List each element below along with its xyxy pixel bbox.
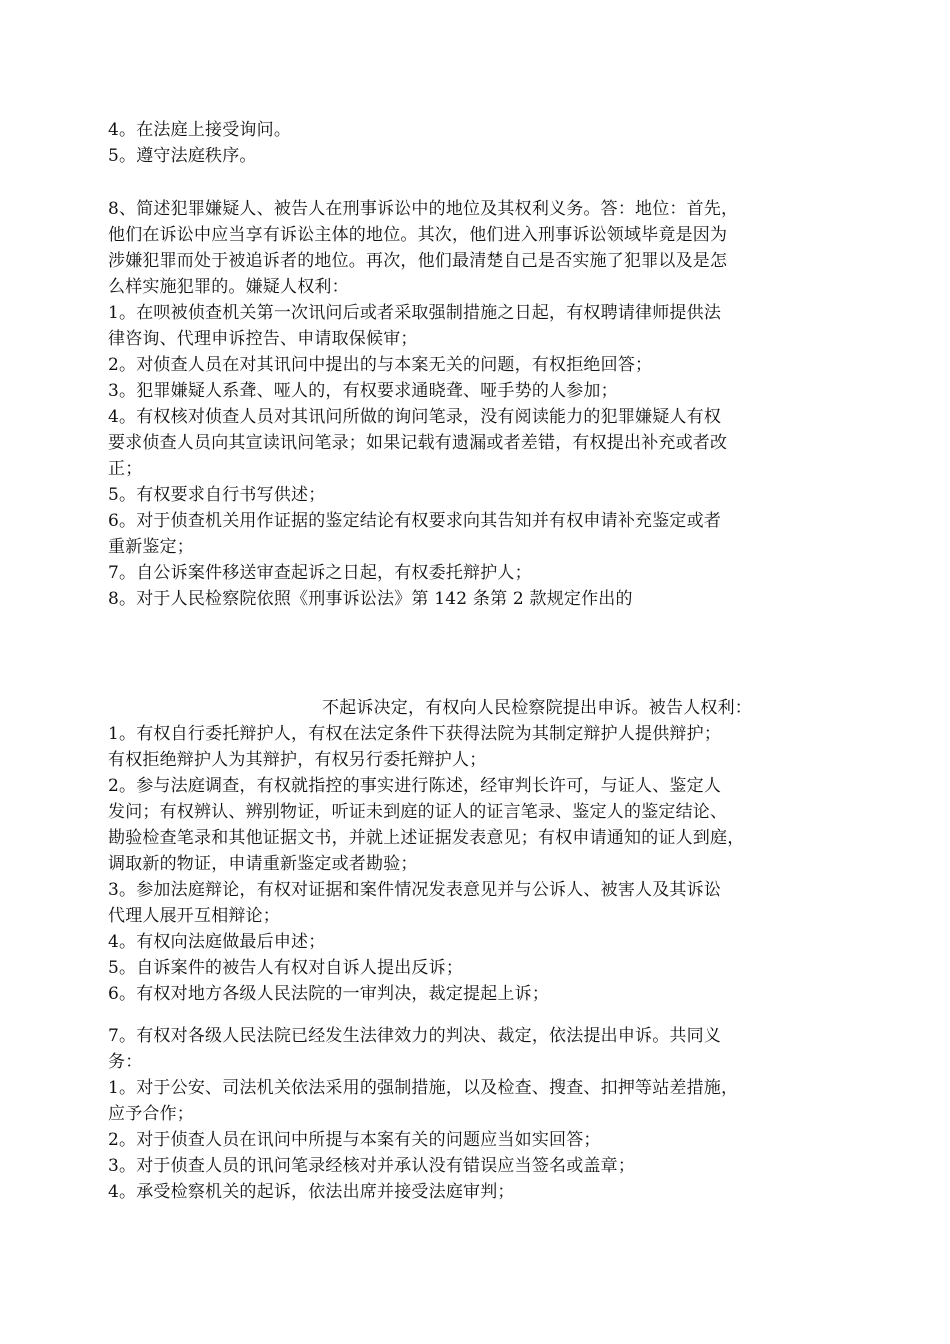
- text-line: 重新鉴定；: [108, 537, 194, 557]
- text-line: 4。在法庭上接受询问。: [108, 120, 292, 140]
- text-line: 应予合作；: [108, 1104, 194, 1124]
- text-line: 6。有权对地方各级人民法院的一审判决，裁定提起上诉；: [108, 984, 550, 1004]
- text-line: 4。有权核对侦查人员对其讯问所做的询问笔录，没有阅读能力的犯罪嫌疑人有权: [108, 407, 722, 427]
- text-line: 么样实施犯罪的。嫌疑人权利：: [108, 277, 349, 297]
- text-line: 7。有权对各级人民法院已经发生法律效力的判决、裁定，依法提出申诉。共同义: [108, 1026, 722, 1046]
- text-line: 不起诉决定，有权向人民检察院提出申诉。被告人权利：: [322, 698, 752, 718]
- text-line: 1。对于公安、司法机关依法采用的强制措施，以及检查、搜查、扣押等站差措施，: [108, 1078, 739, 1098]
- text-line: 1。有权自行委托辩护人，有权在法定条件下获得法院为其制定辩护人提供辩护；: [108, 724, 722, 744]
- text-line: 代理人展开互相辩论；: [108, 906, 280, 926]
- text-line: 他们在诉讼中应当享有诉讼主体的地位。其次，他们进入刑事诉讼领域毕竟是因为: [108, 225, 728, 245]
- text-line: 2。参与法庭调查，有权就指控的事实进行陈述，经审判长许可，与证人、鉴定人: [108, 776, 722, 796]
- text-line: 2。对于侦查人员在讯问中所提与本案有关的问题应当如实回答；: [108, 1130, 601, 1150]
- text-line: 5。遵守法庭秩序。: [108, 146, 257, 166]
- text-line: 5。自诉案件的被告人有权对自诉人提出反诉；: [108, 958, 464, 978]
- text-line: 发问；有权辨认、辨别物证，听证未到庭的证人的证言笔录、鉴定人的鉴定结论、: [108, 802, 728, 822]
- text-line: 涉嫌犯罪而处于被追诉者的地位。再次，他们最清楚自己是否实施了犯罪以及是怎: [108, 251, 728, 271]
- text-line: 3。犯罪嫌疑人系聋、哑人的，有权要求通晓聋、哑手势的人参加；: [108, 381, 618, 401]
- paragraph-common-duties: [108, 1023, 848, 1205]
- text-line: 2。对侦查人员在对其讯问中提出的与本案无关的问题，有权拒绝回答；: [108, 355, 653, 375]
- text-line: 8、简述犯罪嫌疑人、被告人在刑事诉讼中的地位及其权利义务。答：地位：首先，: [108, 199, 739, 219]
- text-line: 6。对于侦查机关用作证据的鉴定结论有权要求向其告知并有权申请补充鉴定或者: [108, 511, 722, 531]
- text-line: 1。在呗被侦查机关第一次讯问后或者采取强制措施之日起，有权聘请律师提供法: [108, 303, 722, 323]
- text-line: 3。参加法庭辩论，有权对证据和案件情况发表意见并与公诉人、被害人及其诉讼: [108, 880, 722, 900]
- text-line: 有权拒绝辩护人为其辩护，有权另行委托辩护人；: [108, 750, 487, 770]
- text-line: 8。对于人民检察院依照《刑事诉讼法》第 142 条第 2 款规定作出的: [108, 589, 633, 609]
- paragraph-top-duties: [108, 117, 848, 169]
- paragraph-question-8: [108, 196, 848, 612]
- text-line: 勘验检查笔录和其他证据文书，并就上述证据发表意见；有权申请通知的证人到庭，: [108, 828, 745, 848]
- text-line-continued: [108, 695, 848, 721]
- text-line: 正；: [108, 459, 143, 479]
- text-line: 调取新的物证，申请重新鉴定或者勘验；: [108, 854, 418, 874]
- text-line: 务：: [108, 1052, 143, 1072]
- text-line: 7。自公诉案件移送审查起诉之日起，有权委托辩护人；: [108, 563, 532, 583]
- paragraph-defendant-rights: [108, 695, 848, 1007]
- text-line: 律咨询、代理申诉控告、申请取保候审；: [108, 329, 418, 349]
- text-line: 5。有权要求自行书写供述；: [108, 485, 326, 505]
- text-line: 4。承受检察机关的起诉，依法出席并接受法庭审判；: [108, 1182, 515, 1202]
- text-line: 要求侦查人员向其宣读讯问笔录；如果记载有遗漏或者差错，有权提出补充或者改: [108, 433, 728, 453]
- text-line: 4。有权向法庭做最后申述；: [108, 932, 326, 952]
- text-line: 3。对于侦查人员的讯问笔录经核对并承认没有错误应当签名或盖章；: [108, 1156, 636, 1176]
